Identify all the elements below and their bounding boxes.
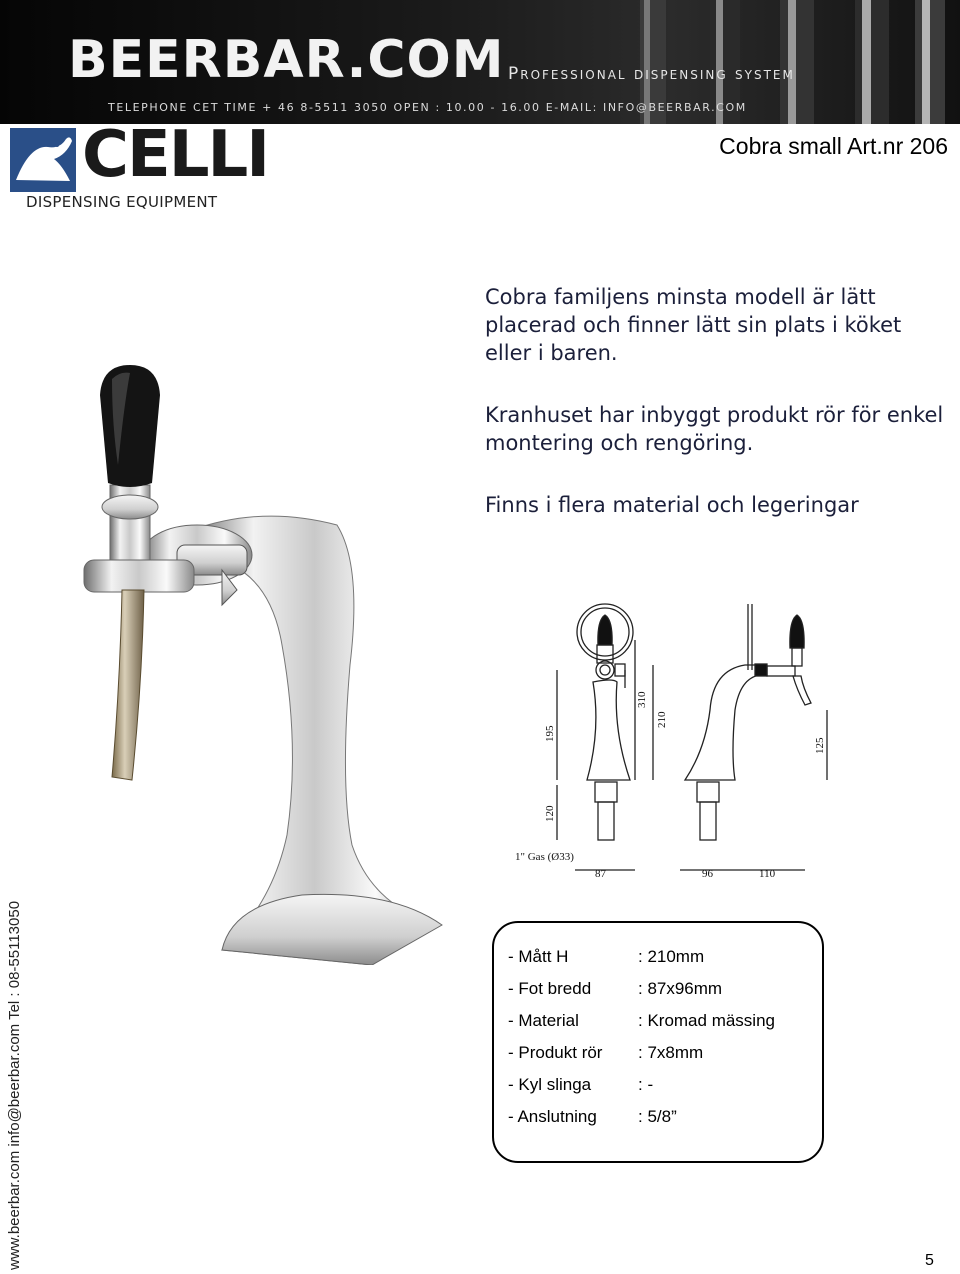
description-paragraph: Cobra familjens minsta modell är lätt placerad och finner lätt sin plats i köket eller i baren.: [485, 285, 902, 365]
tap-product-image: [72, 365, 452, 965]
spec-value: : 7x8mm: [638, 1043, 704, 1062]
product-title: Cobra small Art.nr 206: [719, 133, 948, 159]
dimension-label: 120: [544, 805, 556, 822]
contact-line: TELEPHONE CET TIME + 46 8-5511 3050 OPEN : 10.00 - 16.00 E-MAIL: INFO@BEERBAR.COM: [108, 101, 747, 114]
spec-value: : 87x96mm: [638, 979, 723, 998]
spec-value: : Kromad mässing: [638, 1011, 775, 1030]
spec-value: : 210mm: [638, 947, 705, 966]
dimension-label: 87: [595, 868, 606, 880]
spec-value: : -: [638, 1075, 654, 1094]
dimension-label: 110: [759, 868, 776, 880]
dimension-label: 195: [544, 725, 556, 742]
header-banner: [0, 0, 960, 124]
gas-label: 1" Gas (Ø33): [515, 851, 574, 863]
page-number: 5: [925, 1252, 934, 1269]
spec-label: - Anslutning: [508, 1107, 597, 1126]
dimension-label: 96: [702, 868, 713, 880]
technical-drawing: [505, 570, 845, 890]
description-paragraph: Finns i flera material och legeringar: [485, 493, 859, 517]
spec-value: : 5/8”: [638, 1107, 677, 1126]
specifications-box: [492, 921, 824, 1163]
dimension-label: 125: [814, 737, 826, 754]
dimension-label: 210: [656, 711, 668, 728]
spec-label: - Produkt rör: [508, 1043, 603, 1062]
spec-label: - Material: [508, 1011, 579, 1030]
dimension-label: 310: [636, 691, 648, 708]
brand-tagline: Professional dispensing system: [508, 64, 795, 84]
celli-subtitle: DISPENSING EQUIPMENT: [26, 193, 218, 211]
side-contact-text: www.beerbar.com info@beerbar.com Tel : 08-55113050: [6, 900, 23, 1270]
celli-wordmark: CELLI: [82, 118, 269, 192]
brand-name: BEERBAR.COM: [68, 30, 505, 90]
description-paragraph: Kranhuset har inbyggt produkt rör för enkel montering och rengöring.: [485, 403, 944, 455]
product-description: [485, 283, 945, 553]
spec-label: - Fot bredd: [508, 979, 592, 998]
spec-label: - Mått H: [508, 947, 569, 966]
spec-label: - Kyl slinga: [508, 1075, 592, 1094]
